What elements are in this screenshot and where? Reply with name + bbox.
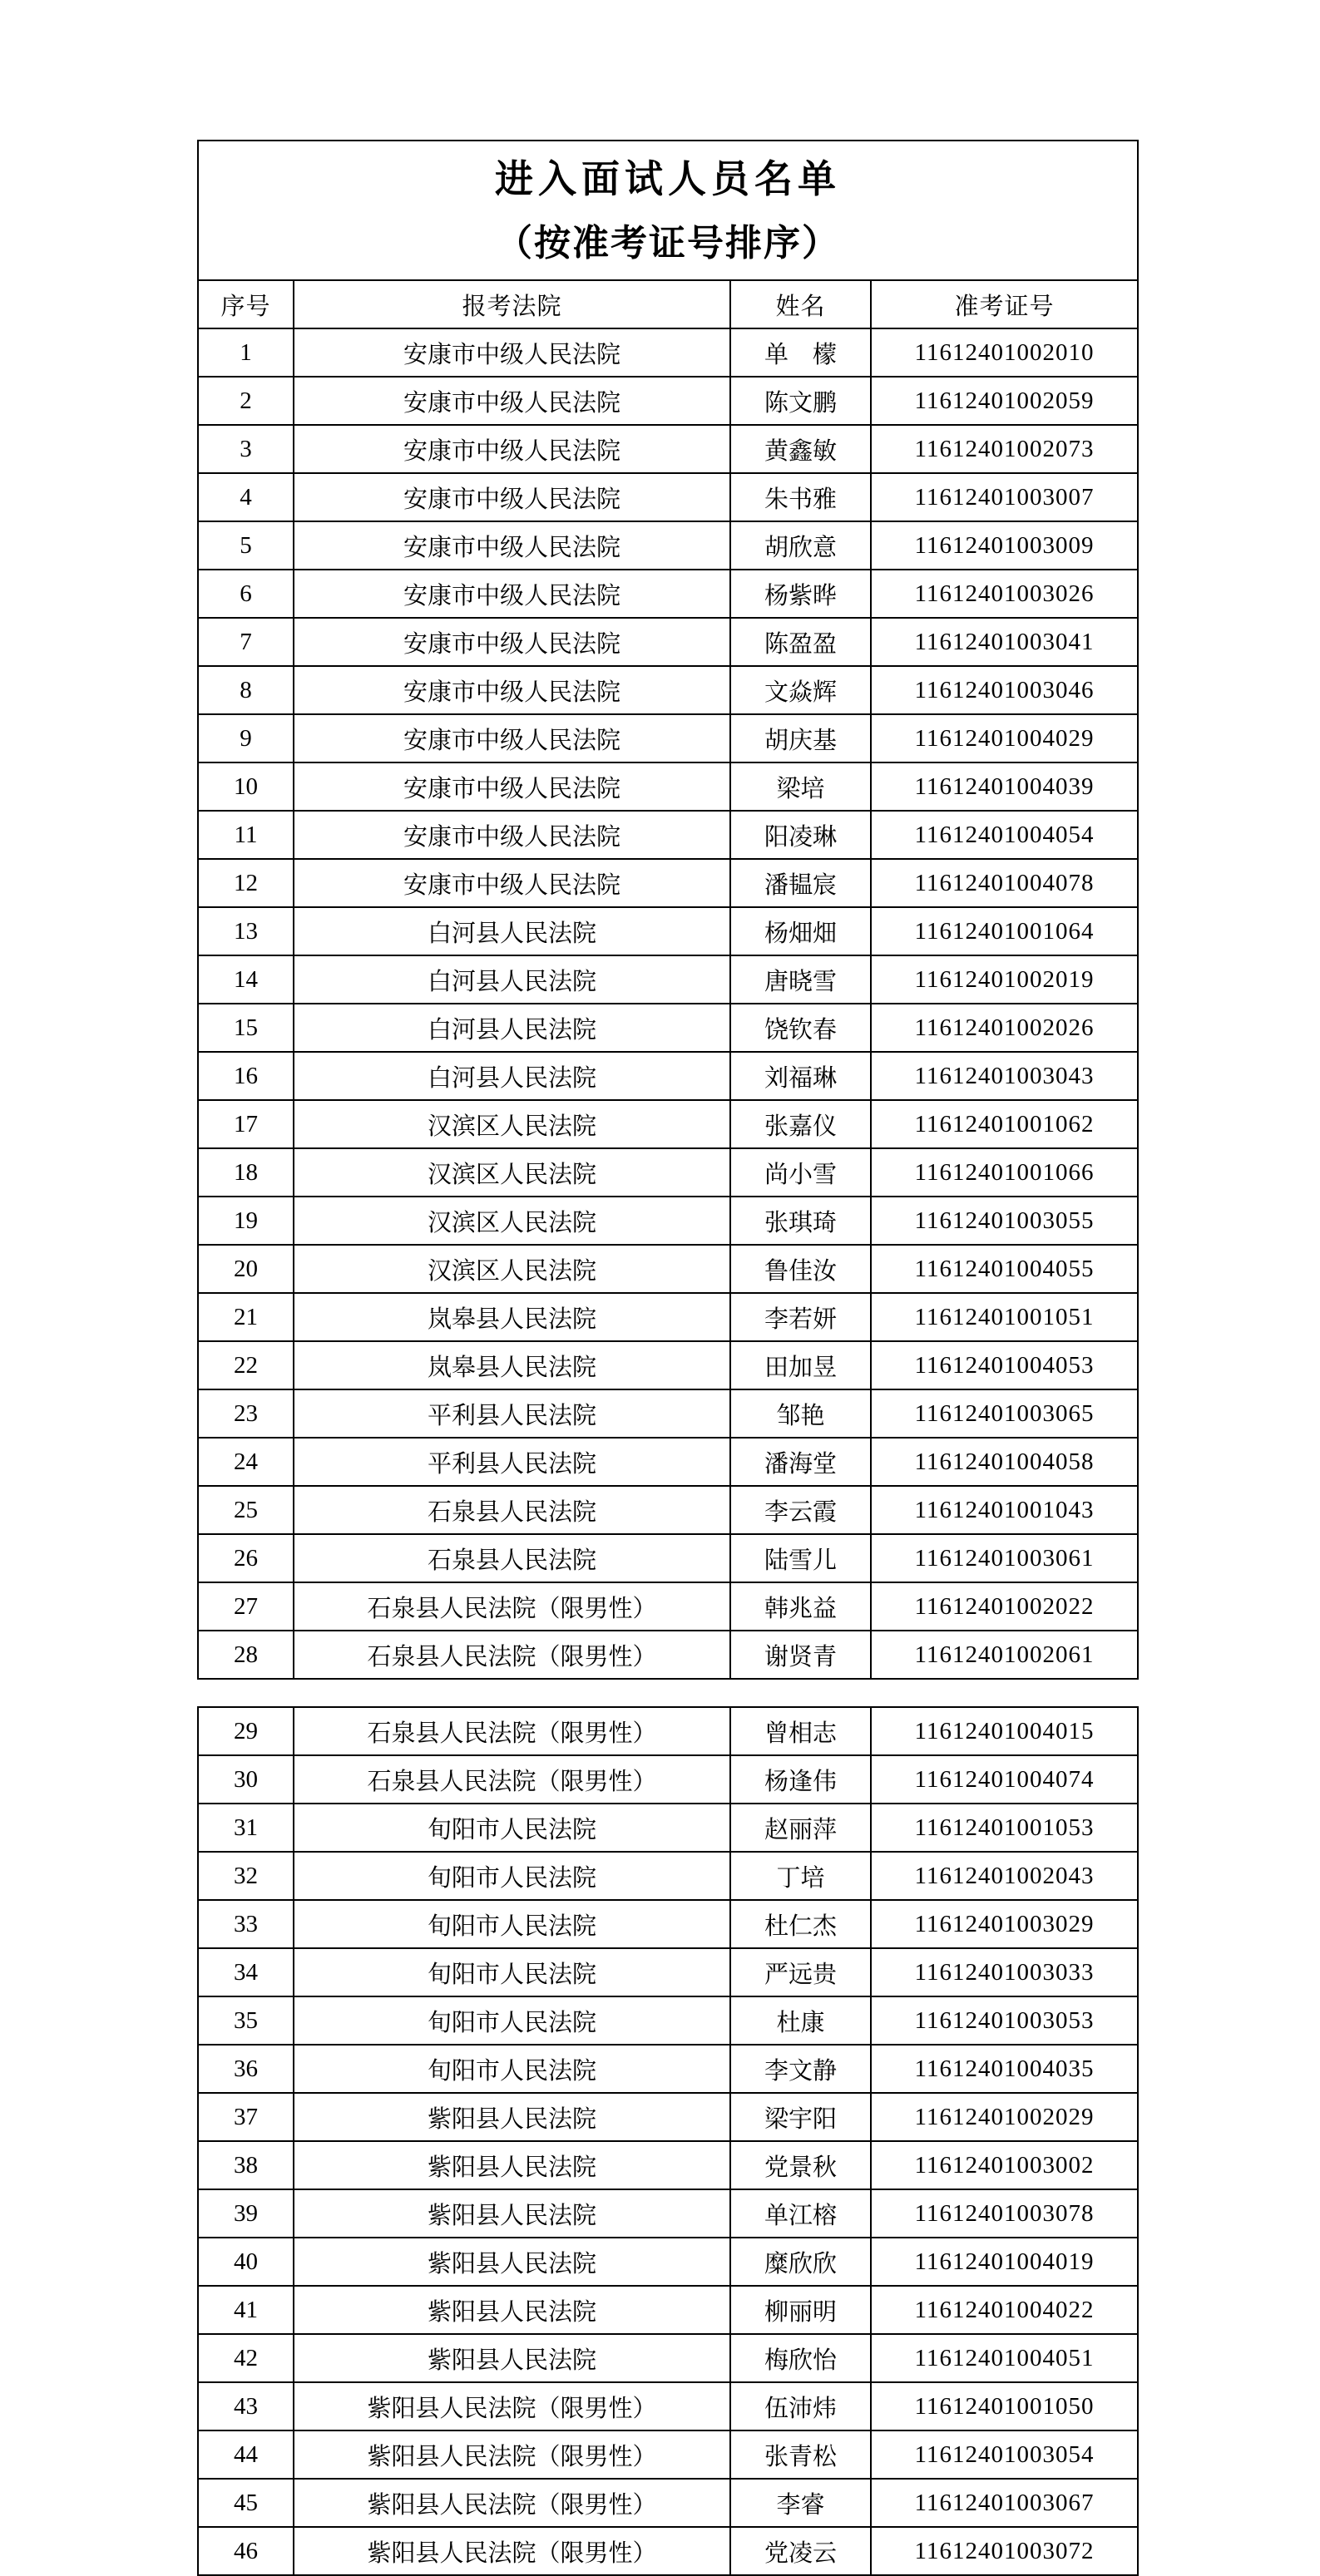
name-cell: 黄鑫敏 [730,425,871,473]
serial-cell: 32 [198,1852,294,1900]
name-cell: 陈文鹏 [730,377,871,425]
name-cell: 李文静 [730,2045,871,2093]
table-row [198,328,1138,377]
court-cell: 安康市中级人民法院 [294,762,730,811]
serial-cell: 14 [198,955,294,1004]
court-cell: 安康市中级人民法院 [294,618,730,666]
serial-cell: 5 [198,521,294,570]
ticket-cell: 11612401003054 [871,2430,1138,2479]
table-row [198,570,1138,618]
name-cell: 田加昱 [730,1341,871,1389]
name-cell: 柳丽明 [730,2286,871,2334]
serial-cell: 15 [198,1004,294,1052]
table-row [198,2334,1138,2382]
name-cell: 杨逢伟 [730,1755,871,1804]
ticket-cell: 11612401004053 [871,1341,1138,1389]
table-row [198,1389,1138,1438]
name-cell: 潘韫宸 [730,859,871,907]
name-cell: 韩兆益 [730,1582,871,1631]
serial-cell: 13 [198,907,294,955]
court-cell: 白河县人民法院 [294,907,730,955]
section-gap [197,1680,1137,1706]
name-cell: 李若妍 [730,1293,871,1341]
ticket-cell: 11612401001043 [871,1486,1138,1534]
table-row [198,521,1138,570]
court-cell: 安康市中级人民法院 [294,328,730,377]
serial-cell: 22 [198,1341,294,1389]
table-row [198,714,1138,762]
table-row [198,2430,1138,2479]
page-subtitle: （按准考证号排序） [496,223,840,264]
court-cell: 汉滨区人民法院 [294,1197,730,1245]
ticket-cell: 11612401001050 [871,2382,1138,2430]
ticket-cell: 11612401001064 [871,907,1138,955]
court-cell: 旬阳市人民法院 [294,2045,730,2093]
ticket-cell: 11612401001051 [871,1293,1138,1341]
serial-cell: 4 [198,473,294,521]
serial-cell: 7 [198,618,294,666]
ticket-cell: 11612401003046 [871,666,1138,714]
ticket-cell: 11612401003061 [871,1534,1138,1582]
ticket-cell: 11612401004022 [871,2286,1138,2334]
court-cell: 岚皋县人民法院 [294,1293,730,1341]
court-cell: 白河县人民法院 [294,1004,730,1052]
ticket-cell: 11612401002029 [871,2093,1138,2141]
serial-cell: 37 [198,2093,294,2141]
table-row [198,1100,1138,1148]
serial-cell: 35 [198,1996,294,2045]
serial-cell: 11 [198,811,294,859]
court-cell: 紫阳县人民法院（限男性） [294,2479,730,2527]
ticket-cell: 11612401004078 [871,859,1138,907]
serial-cell: 18 [198,1148,294,1197]
name-cell: 陆雪儿 [730,1534,871,1582]
table-row [198,473,1138,521]
name-cell: 尚小雪 [730,1148,871,1197]
table-row [198,1245,1138,1293]
serial-cell: 30 [198,1755,294,1804]
table-row [198,811,1138,859]
ticket-cell: 11612401004035 [871,2045,1138,2093]
serial-cell: 31 [198,1804,294,1852]
table-row [198,377,1138,425]
serial-cell: 6 [198,570,294,618]
serial-cell: 17 [198,1100,294,1148]
ticket-cell: 11612401002073 [871,425,1138,473]
name-cell: 刘福琳 [730,1052,871,1100]
table-row [198,2382,1138,2430]
serial-cell: 25 [198,1486,294,1534]
court-cell: 紫阳县人民法院 [294,2141,730,2189]
table-row [198,1341,1138,1389]
name-cell: 唐晓雪 [730,955,871,1004]
ticket-cell: 11612401003026 [871,570,1138,618]
court-cell: 紫阳县人民法院 [294,2093,730,2141]
table-row [198,1148,1138,1197]
court-cell: 安康市中级人民法院 [294,666,730,714]
name-cell: 丁培 [730,1852,871,1900]
court-cell: 紫阳县人民法院（限男性） [294,2430,730,2479]
name-cell: 梁宇阳 [730,2093,871,2141]
court-cell: 石泉县人民法院 [294,1486,730,1534]
name-cell: 糜欣欣 [730,2238,871,2286]
serial-cell: 2 [198,377,294,425]
court-cell: 岚皋县人民法院 [294,1341,730,1389]
serial-cell: 12 [198,859,294,907]
table-row [198,2238,1138,2286]
serial-cell: 43 [198,2382,294,2430]
table-row [198,1486,1138,1534]
name-cell: 文焱辉 [730,666,871,714]
column-header-ticket: 准考证号 [871,280,1138,328]
ticket-cell: 11612401001062 [871,1100,1138,1148]
ticket-cell: 11612401003078 [871,2189,1138,2238]
serial-cell: 21 [198,1293,294,1341]
name-cell: 杜康 [730,1996,871,2045]
serial-cell: 46 [198,2527,294,2575]
column-header-court: 报考法院 [294,280,730,328]
column-header-serial: 序号 [198,280,294,328]
court-cell: 白河县人民法院 [294,1052,730,1100]
table-row [198,1438,1138,1486]
name-cell: 杨畑畑 [730,907,871,955]
serial-cell: 45 [198,2479,294,2527]
ticket-cell: 11612401004019 [871,2238,1138,2286]
name-cell: 陈盈盈 [730,618,871,666]
name-cell: 党景秋 [730,2141,871,2189]
court-cell: 紫阳县人民法院（限男性） [294,2527,730,2575]
name-cell: 谢贤青 [730,1631,871,1679]
ticket-cell: 11612401001053 [871,1804,1138,1852]
serial-cell: 3 [198,425,294,473]
name-cell: 胡庆基 [730,714,871,762]
ticket-cell: 11612401003007 [871,473,1138,521]
court-cell: 紫阳县人民法院 [294,2286,730,2334]
table-row [198,955,1138,1004]
name-cell: 胡欣意 [730,521,871,570]
ticket-cell: 11612401003002 [871,2141,1138,2189]
ticket-cell: 11612401003072 [871,2527,1138,2575]
serial-cell: 20 [198,1245,294,1293]
title-cell [198,141,1138,280]
court-cell: 汉滨区人民法院 [294,1148,730,1197]
name-cell: 张琪琦 [730,1197,871,1245]
name-cell: 李云霞 [730,1486,871,1534]
ticket-cell: 11612401003041 [871,618,1138,666]
court-cell: 紫阳县人民法院 [294,2238,730,2286]
serial-cell: 38 [198,2141,294,2189]
table-row [198,1293,1138,1341]
table-row [198,1197,1138,1245]
ticket-cell: 11612401002019 [871,955,1138,1004]
ticket-cell: 11612401003009 [871,521,1138,570]
ticket-cell: 11612401004015 [871,1707,1138,1755]
table-row [198,2045,1138,2093]
table-row [198,2527,1138,2575]
court-cell: 石泉县人民法院 [294,1534,730,1582]
table-body-section-2 [198,1707,1138,2575]
court-cell: 旬阳市人民法院 [294,1852,730,1900]
table-row [198,1534,1138,1582]
table-row [198,762,1138,811]
table-row [198,618,1138,666]
roster-table-area [197,140,1137,2576]
court-cell: 旬阳市人民法院 [294,1900,730,1948]
serial-cell: 34 [198,1948,294,1996]
name-cell: 饶钦春 [730,1004,871,1052]
name-cell: 鲁佳汝 [730,1245,871,1293]
ticket-cell: 11612401003065 [871,1389,1138,1438]
name-cell: 朱书雅 [730,473,871,521]
serial-cell: 9 [198,714,294,762]
ticket-cell: 11612401003067 [871,2479,1138,2527]
serial-cell: 42 [198,2334,294,2382]
column-header-name: 姓名 [730,280,871,328]
table-row [198,1804,1138,1852]
serial-cell: 1 [198,328,294,377]
table-row [198,2093,1138,2141]
name-cell: 梅欣怡 [730,2334,871,2382]
table-body-section-1 [198,328,1138,1679]
serial-cell: 28 [198,1631,294,1679]
table-row [198,2286,1138,2334]
roster-table-section-2 [197,1706,1139,2576]
table-row [198,1004,1138,1052]
court-cell: 安康市中级人民法院 [294,811,730,859]
serial-cell: 41 [198,2286,294,2334]
court-cell: 安康市中级人民法院 [294,714,730,762]
serial-cell: 36 [198,2045,294,2093]
table-row [198,1582,1138,1631]
ticket-cell: 11612401002010 [871,328,1138,377]
serial-cell: 44 [198,2430,294,2479]
ticket-cell: 11612401003033 [871,1948,1138,1996]
roster-table-section-1 [197,140,1139,1680]
ticket-cell: 11612401002022 [871,1582,1138,1631]
ticket-cell: 11612401004055 [871,1245,1138,1293]
name-cell: 张嘉仪 [730,1100,871,1148]
serial-cell: 33 [198,1900,294,1948]
court-cell: 安康市中级人民法院 [294,570,730,618]
table-row [198,859,1138,907]
ticket-cell: 11612401003053 [871,1996,1138,2045]
serial-cell: 24 [198,1438,294,1486]
court-cell: 石泉县人民法院（限男性） [294,1707,730,1755]
court-cell: 安康市中级人民法院 [294,859,730,907]
ticket-cell: 11612401004058 [871,1438,1138,1486]
serial-cell: 16 [198,1052,294,1100]
court-cell: 白河县人民法院 [294,955,730,1004]
serial-cell: 29 [198,1707,294,1755]
court-cell: 紫阳县人民法院 [294,2189,730,2238]
name-cell: 党凌云 [730,2527,871,2575]
ticket-cell: 11612401002061 [871,1631,1138,1679]
ticket-cell: 11612401004051 [871,2334,1138,2382]
ticket-cell: 11612401002059 [871,377,1138,425]
ticket-cell: 11612401002043 [871,1852,1138,1900]
serial-cell: 23 [198,1389,294,1438]
ticket-cell: 11612401004039 [871,762,1138,811]
name-cell: 阳凌琳 [730,811,871,859]
court-cell: 汉滨区人民法院 [294,1100,730,1148]
court-cell: 紫阳县人民法院 [294,2334,730,2382]
table-row [198,666,1138,714]
court-cell: 石泉县人民法院（限男性） [294,1631,730,1679]
name-cell: 张青松 [730,2430,871,2479]
table-row [198,2141,1138,2189]
table-row [198,1852,1138,1900]
court-cell: 安康市中级人民法院 [294,425,730,473]
court-cell: 旬阳市人民法院 [294,1804,730,1852]
ticket-cell: 11612401004074 [871,1755,1138,1804]
name-cell: 伍沛炜 [730,2382,871,2430]
ticket-cell: 11612401003029 [871,1900,1138,1948]
court-cell: 安康市中级人民法院 [294,377,730,425]
name-cell: 杨紫晔 [730,570,871,618]
serial-cell: 40 [198,2238,294,2286]
name-cell: 严远贵 [730,1948,871,1996]
court-cell: 安康市中级人民法院 [294,521,730,570]
page-title: 进入面试人员名单 [495,158,841,200]
table-header-row [198,280,1138,328]
court-cell: 旬阳市人民法院 [294,1996,730,2045]
serial-cell: 19 [198,1197,294,1245]
table-row [198,1948,1138,1996]
court-cell: 旬阳市人民法院 [294,1948,730,1996]
court-cell: 安康市中级人民法院 [294,473,730,521]
ticket-cell: 11612401003043 [871,1052,1138,1100]
table-row [198,2479,1138,2527]
serial-cell: 26 [198,1534,294,1582]
ticket-cell: 11612401003055 [871,1197,1138,1245]
name-cell: 曾相志 [730,1707,871,1755]
name-cell: 梁培 [730,762,871,811]
name-cell: 李睿 [730,2479,871,2527]
serial-cell: 10 [198,762,294,811]
name-cell: 杜仁杰 [730,1900,871,1948]
serial-cell: 39 [198,2189,294,2238]
title-row [198,141,1138,280]
ticket-cell: 11612401004054 [871,811,1138,859]
table-row [198,1631,1138,1679]
table-row [198,1755,1138,1804]
name-cell: 潘海堂 [730,1438,871,1486]
court-cell: 汉滨区人民法院 [294,1245,730,1293]
table-row [198,2189,1138,2238]
court-cell: 平利县人民法院 [294,1438,730,1486]
table-row [198,1900,1138,1948]
court-cell: 平利县人民法院 [294,1389,730,1438]
name-cell: 邹艳 [730,1389,871,1438]
court-cell: 石泉县人民法院（限男性） [294,1755,730,1804]
name-cell: 赵丽萍 [730,1804,871,1852]
table-row [198,425,1138,473]
ticket-cell: 11612401002026 [871,1004,1138,1052]
court-cell: 紫阳县人民法院（限男性） [294,2382,730,2430]
serial-cell: 8 [198,666,294,714]
name-cell: 单江榕 [730,2189,871,2238]
table-row [198,1707,1138,1755]
ticket-cell: 11612401001066 [871,1148,1138,1197]
table-row [198,1996,1138,2045]
serial-cell: 27 [198,1582,294,1631]
court-cell: 石泉县人民法院（限男性） [294,1582,730,1631]
table-row [198,907,1138,955]
ticket-cell: 11612401004029 [871,714,1138,762]
name-cell: 单 檬 [730,328,871,377]
table-row [198,1052,1138,1100]
